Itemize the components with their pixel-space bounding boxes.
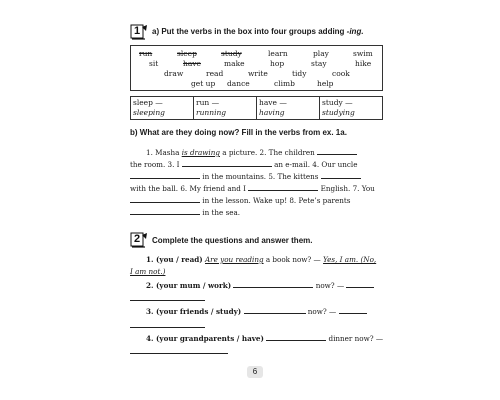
- ex2-q2-now: now? —: [315, 281, 345, 290]
- ex2-q1-reply-part2: I am not.): [130, 267, 166, 276]
- ex2-q3-line: [146, 305, 367, 317]
- verb-help: help: [317, 79, 334, 88]
- blank-field[interactable]: [346, 279, 374, 288]
- group-example: studying: [322, 108, 355, 117]
- verb-sit: sit: [149, 59, 159, 68]
- ex1b-line-5: [130, 194, 350, 206]
- blank-field[interactable]: [317, 146, 357, 155]
- page-number: 6: [247, 366, 263, 378]
- ex2-q3-now: now? —: [307, 307, 337, 316]
- verb-hop: hop: [270, 59, 285, 68]
- ex2-q1-answer: Are you reading: [204, 255, 264, 264]
- ex1b-line-3: [130, 170, 361, 182]
- ex2-q1-mid: a book now? —: [263, 255, 324, 264]
- verb-study: study: [221, 49, 242, 58]
- ex1b-line-4-a: with the ball. 6. My friend and I: [130, 184, 247, 193]
- blank-field[interactable]: [130, 319, 205, 328]
- group-example: running: [196, 108, 227, 117]
- blank-field[interactable]: [182, 158, 272, 167]
- group-head: run —: [196, 98, 220, 107]
- verb-cook: cook: [332, 69, 350, 78]
- verb-sleep: sleep: [177, 49, 197, 58]
- group-cell-study: [320, 97, 382, 119]
- groups-table: [130, 96, 383, 120]
- ex1b-line-4-b: English. 7. You: [320, 184, 375, 193]
- blank-field[interactable]: [130, 170, 200, 179]
- blank-field[interactable]: [321, 170, 361, 179]
- ex1b-line-3-text: in the mountains. 5. The kittens: [202, 172, 319, 181]
- ex2-q3-prompt: 3. (your friends / study): [146, 307, 242, 316]
- ex2-q1-prompt: 1. (you / read): [146, 255, 203, 264]
- verb-box: [130, 45, 383, 91]
- ex2-q2-line: [146, 279, 374, 291]
- ex1b-line-6: [130, 206, 240, 218]
- verb-climb: climb: [274, 79, 295, 88]
- blank-field[interactable]: [244, 305, 306, 314]
- ex1b-line-2-a: the room. 3. I: [130, 160, 180, 169]
- ex2-q1-line: [146, 255, 376, 265]
- verb-swim: swim: [353, 49, 373, 58]
- ex1b-answer-1: is drawing: [181, 148, 220, 157]
- group-cell-sleep: [131, 97, 194, 119]
- ex1b-line-2: [130, 158, 357, 170]
- group-example: sleeping: [133, 108, 165, 117]
- ex2-q4-prompt: 4. (your grandparents / have): [146, 334, 264, 343]
- group-cell-run: [194, 97, 257, 119]
- exercise-1a-title: [152, 27, 364, 36]
- ex2-q1-line-2: [130, 267, 165, 277]
- verb-hike: hike: [355, 59, 372, 68]
- verb-get-up: get up: [191, 79, 216, 88]
- verb-draw: draw: [164, 69, 184, 78]
- verb-run: run: [139, 49, 153, 58]
- ex2-q1-reply-part1: Yes, I am. (No,: [323, 255, 377, 264]
- exercise-1a-title-suffix: -ing.: [346, 27, 364, 36]
- verb-learn: learn: [268, 49, 288, 58]
- group-example: having: [259, 108, 285, 117]
- blank-field[interactable]: [248, 182, 318, 191]
- blank-field[interactable]: [233, 279, 313, 288]
- verb-have: have: [183, 59, 201, 68]
- group-head: sleep —: [133, 98, 163, 107]
- verb-play: play: [313, 49, 329, 58]
- ex1b-line-6-text: in the sea.: [202, 208, 241, 217]
- ex1b-line-1: [146, 146, 357, 158]
- blank-field[interactable]: [130, 206, 200, 215]
- verb-tidy: tidy: [292, 69, 307, 78]
- ex1b-line-4: [130, 182, 375, 194]
- verb-write: write: [248, 69, 268, 78]
- verb-stay: stay: [311, 59, 327, 68]
- exercise-1a-title-text: a) Put the verbs in the box into four groups adding: [152, 27, 347, 36]
- blank-field[interactable]: [130, 292, 205, 301]
- blank-field[interactable]: [339, 305, 367, 314]
- blank-field[interactable]: [266, 332, 326, 341]
- group-head: have —: [259, 98, 287, 107]
- ex1b-line-1-b: a picture. 2. The children: [219, 148, 315, 157]
- exercise-2-icon: [130, 232, 148, 248]
- exercise-1-icon: [130, 24, 148, 40]
- ex1b-line-1-a: 1. Masha: [146, 148, 182, 157]
- verb-make: make: [224, 59, 245, 68]
- ex1b-line-5-text: in the lesson. Wake up! 8. Pete’s parents: [202, 196, 351, 205]
- group-cell-have: [257, 97, 320, 119]
- ex2-q4-line: [146, 332, 383, 344]
- exercise-2-number: 2: [133, 233, 141, 245]
- ex2-q4-dinner: dinner now? —: [328, 334, 384, 343]
- blank-field[interactable]: [130, 345, 228, 354]
- exercise-2-title: Complete the questions and answer them.: [152, 236, 313, 245]
- ex2-q2-prompt: 2. (your mum / work): [146, 281, 232, 290]
- exercise-1b-title: b) What are they doing now? Fill in the verbs from ex. 1a.: [130, 128, 347, 137]
- verb-read: read: [206, 69, 224, 78]
- verb-dance: dance: [227, 79, 250, 88]
- blank-field[interactable]: [130, 194, 200, 203]
- exercise-1-number: 1: [133, 25, 141, 37]
- ex1b-line-2-b: an e-mail. 4. Our uncle: [274, 160, 358, 169]
- group-head: study —: [322, 98, 353, 107]
